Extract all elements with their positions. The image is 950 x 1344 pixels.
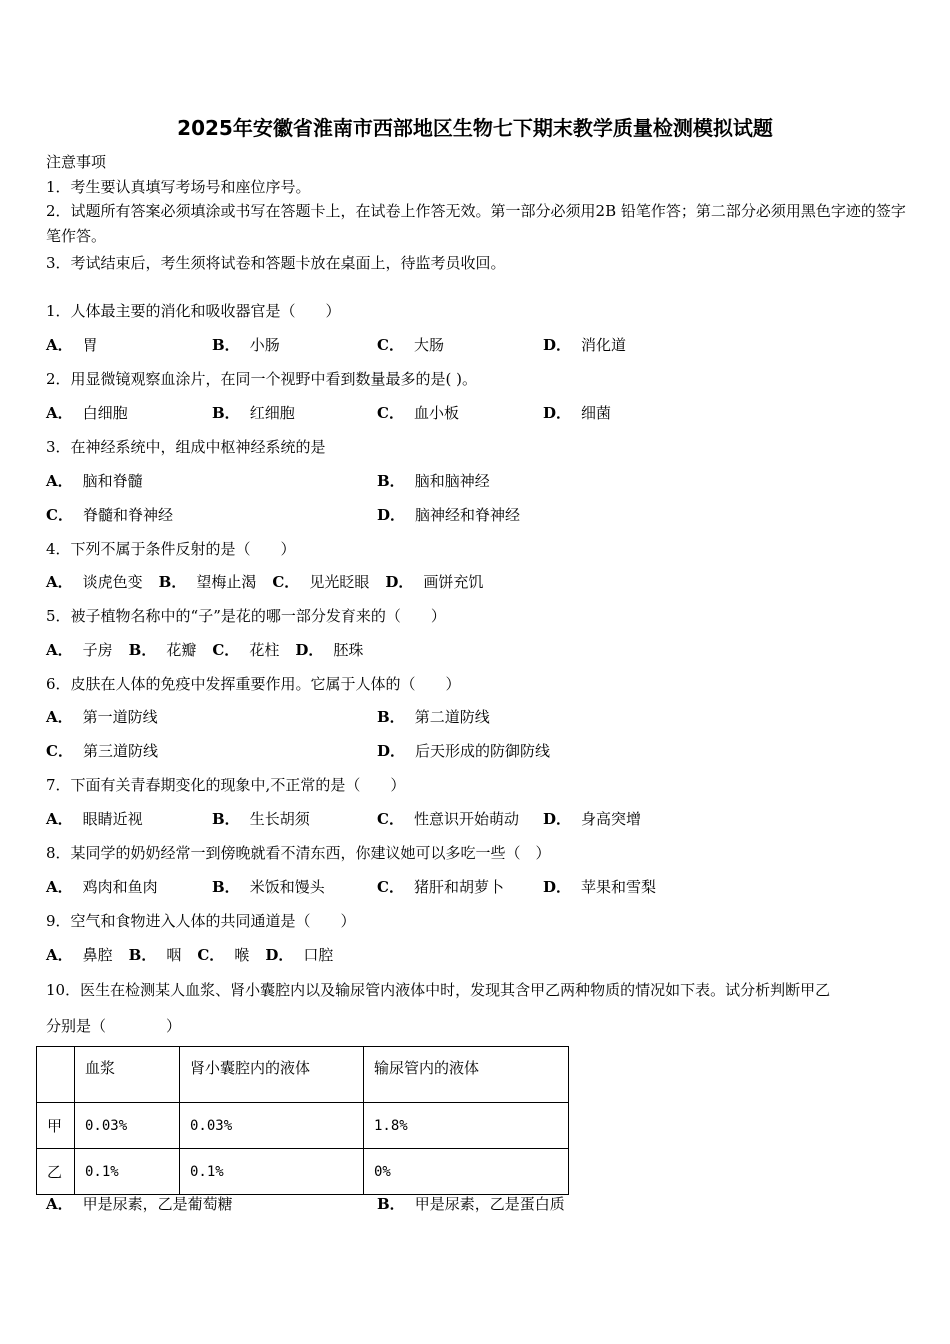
option: D． 苹果和雪梨 bbox=[543, 878, 657, 896]
question-stem: 4．下列不属于条件反射的是（ ） bbox=[46, 540, 296, 558]
option: B． 小肠 bbox=[212, 336, 280, 354]
table-cell bbox=[37, 1047, 75, 1103]
option-row: A． 谈虎色变 B． 望梅止渴 C． 见光眨眼 D． 画饼充饥 bbox=[46, 573, 484, 591]
option: D． 细菌 bbox=[543, 404, 612, 422]
data-table bbox=[36, 1046, 569, 1195]
option: A． 甲是尿素，乙是葡萄糖 bbox=[46, 1195, 233, 1213]
page-title: 2025年安徽省淮南市西部地区生物七下期末教学质量检测模拟试题 bbox=[177, 116, 773, 140]
option: B． 甲是尿素，乙是蛋白质 bbox=[377, 1195, 565, 1213]
question-stem: 7．下面有关青春期变化的现象中,不正常的是（ ） bbox=[46, 776, 406, 794]
option-row: A． 鼻腔 B． 咽 C． 喉 D． 口腔 bbox=[46, 946, 334, 964]
question-stem: 9．空气和食物进入人体的共同通道是（ ） bbox=[46, 912, 356, 930]
option: A． 白细胞 bbox=[46, 404, 128, 422]
table-cell: 0.1% bbox=[75, 1149, 180, 1195]
option: B． 米饭和馒头 bbox=[212, 878, 325, 896]
option: C． 第三道防线 bbox=[46, 742, 158, 760]
question-stem: 6．皮肤在人体的免疫中发挥重要作用。它属于人体的（ ） bbox=[46, 675, 461, 693]
table-cell: 0.03% bbox=[75, 1103, 180, 1149]
question-stem: 2．用显微镜观察血涂片，在同一个视野中看到数量最多的是( )。 bbox=[46, 370, 478, 388]
option: D． 后天形成的防御防线 bbox=[377, 742, 551, 760]
option: C． 性意识开始萌动 bbox=[377, 810, 519, 828]
option: B． 生长胡须 bbox=[212, 810, 310, 828]
question-stem: 1．人体最主要的消化和吸收器官是（ ） bbox=[46, 302, 341, 320]
table-row-label: 乙 bbox=[37, 1149, 75, 1195]
table-cell: 1.8% bbox=[364, 1103, 569, 1149]
option: B． 第二道防线 bbox=[377, 708, 490, 726]
option: D． 消化道 bbox=[543, 336, 627, 354]
option: C． 血小板 bbox=[377, 404, 459, 422]
table-header-row bbox=[37, 1047, 569, 1103]
option: A． 眼睛近视 bbox=[46, 810, 143, 828]
option: C． 脊髓和脊神经 bbox=[46, 506, 173, 524]
table-row-label: 甲 bbox=[37, 1103, 75, 1149]
option: B． 脑和脑神经 bbox=[377, 472, 490, 490]
notice-item: 3．考试结束后，考生须将试卷和答题卡放在桌面上，待监考员收回。 bbox=[46, 254, 506, 272]
table-header-cell: 肾小囊腔内的液体 bbox=[180, 1047, 364, 1103]
question-stem: 10．医生在检测某人血浆、肾小囊腔内以及输尿管内液体中时，发现其含甲乙两种物质的情况如下表。试分析判断甲乙 bbox=[46, 981, 831, 999]
option: C． 猪肝和胡萝卜 bbox=[377, 878, 504, 896]
option: A． 脑和脊髓 bbox=[46, 472, 143, 490]
question-stem: 5．被子植物名称中的“子”是花的哪一部分发育来的（ ） bbox=[46, 607, 446, 625]
table-cell: 0.03% bbox=[180, 1103, 364, 1149]
table-row bbox=[37, 1103, 569, 1149]
table-header-cell: 输尿管内的液体 bbox=[364, 1047, 569, 1103]
table-row bbox=[37, 1149, 569, 1195]
option: D． 脑神经和脊神经 bbox=[377, 506, 521, 524]
option: A． 第一道防线 bbox=[46, 708, 158, 726]
table-header-cell: 血浆 bbox=[75, 1047, 180, 1103]
table-cell: 0.1% bbox=[180, 1149, 364, 1195]
notice-item: 2．试题所有答案必须填涂或书写在答题卡上，在试卷上作答无效。第一部分必须用2B 铅笔作答；第二部分必须用黑色字迹的签字笔作答。 bbox=[46, 202, 906, 245]
option: A． 胃 bbox=[46, 336, 98, 354]
option: B． 红细胞 bbox=[212, 404, 295, 422]
table-cell: 0% bbox=[364, 1149, 569, 1195]
option-row: A． 子房 B． 花瓣 C． 花柱 D． 胚珠 bbox=[46, 641, 364, 659]
notice-heading: 注意事项 bbox=[46, 153, 107, 171]
question-stem: 3．在神经系统中，组成中枢神经系统的是 bbox=[46, 438, 326, 456]
notice-item: 1．考生要认真填写考场号和座位序号。 bbox=[46, 178, 311, 196]
option: A． 鸡肉和鱼肉 bbox=[46, 878, 158, 896]
option: D． 身高突增 bbox=[543, 810, 642, 828]
option: C． 大肠 bbox=[377, 336, 444, 354]
question-stem: 8．某同学的奶奶经常一到傍晚就看不清东西，你建议她可以多吃一些（ ） bbox=[46, 844, 551, 862]
question-stem-continued: 分别是（ ） bbox=[46, 1017, 182, 1035]
